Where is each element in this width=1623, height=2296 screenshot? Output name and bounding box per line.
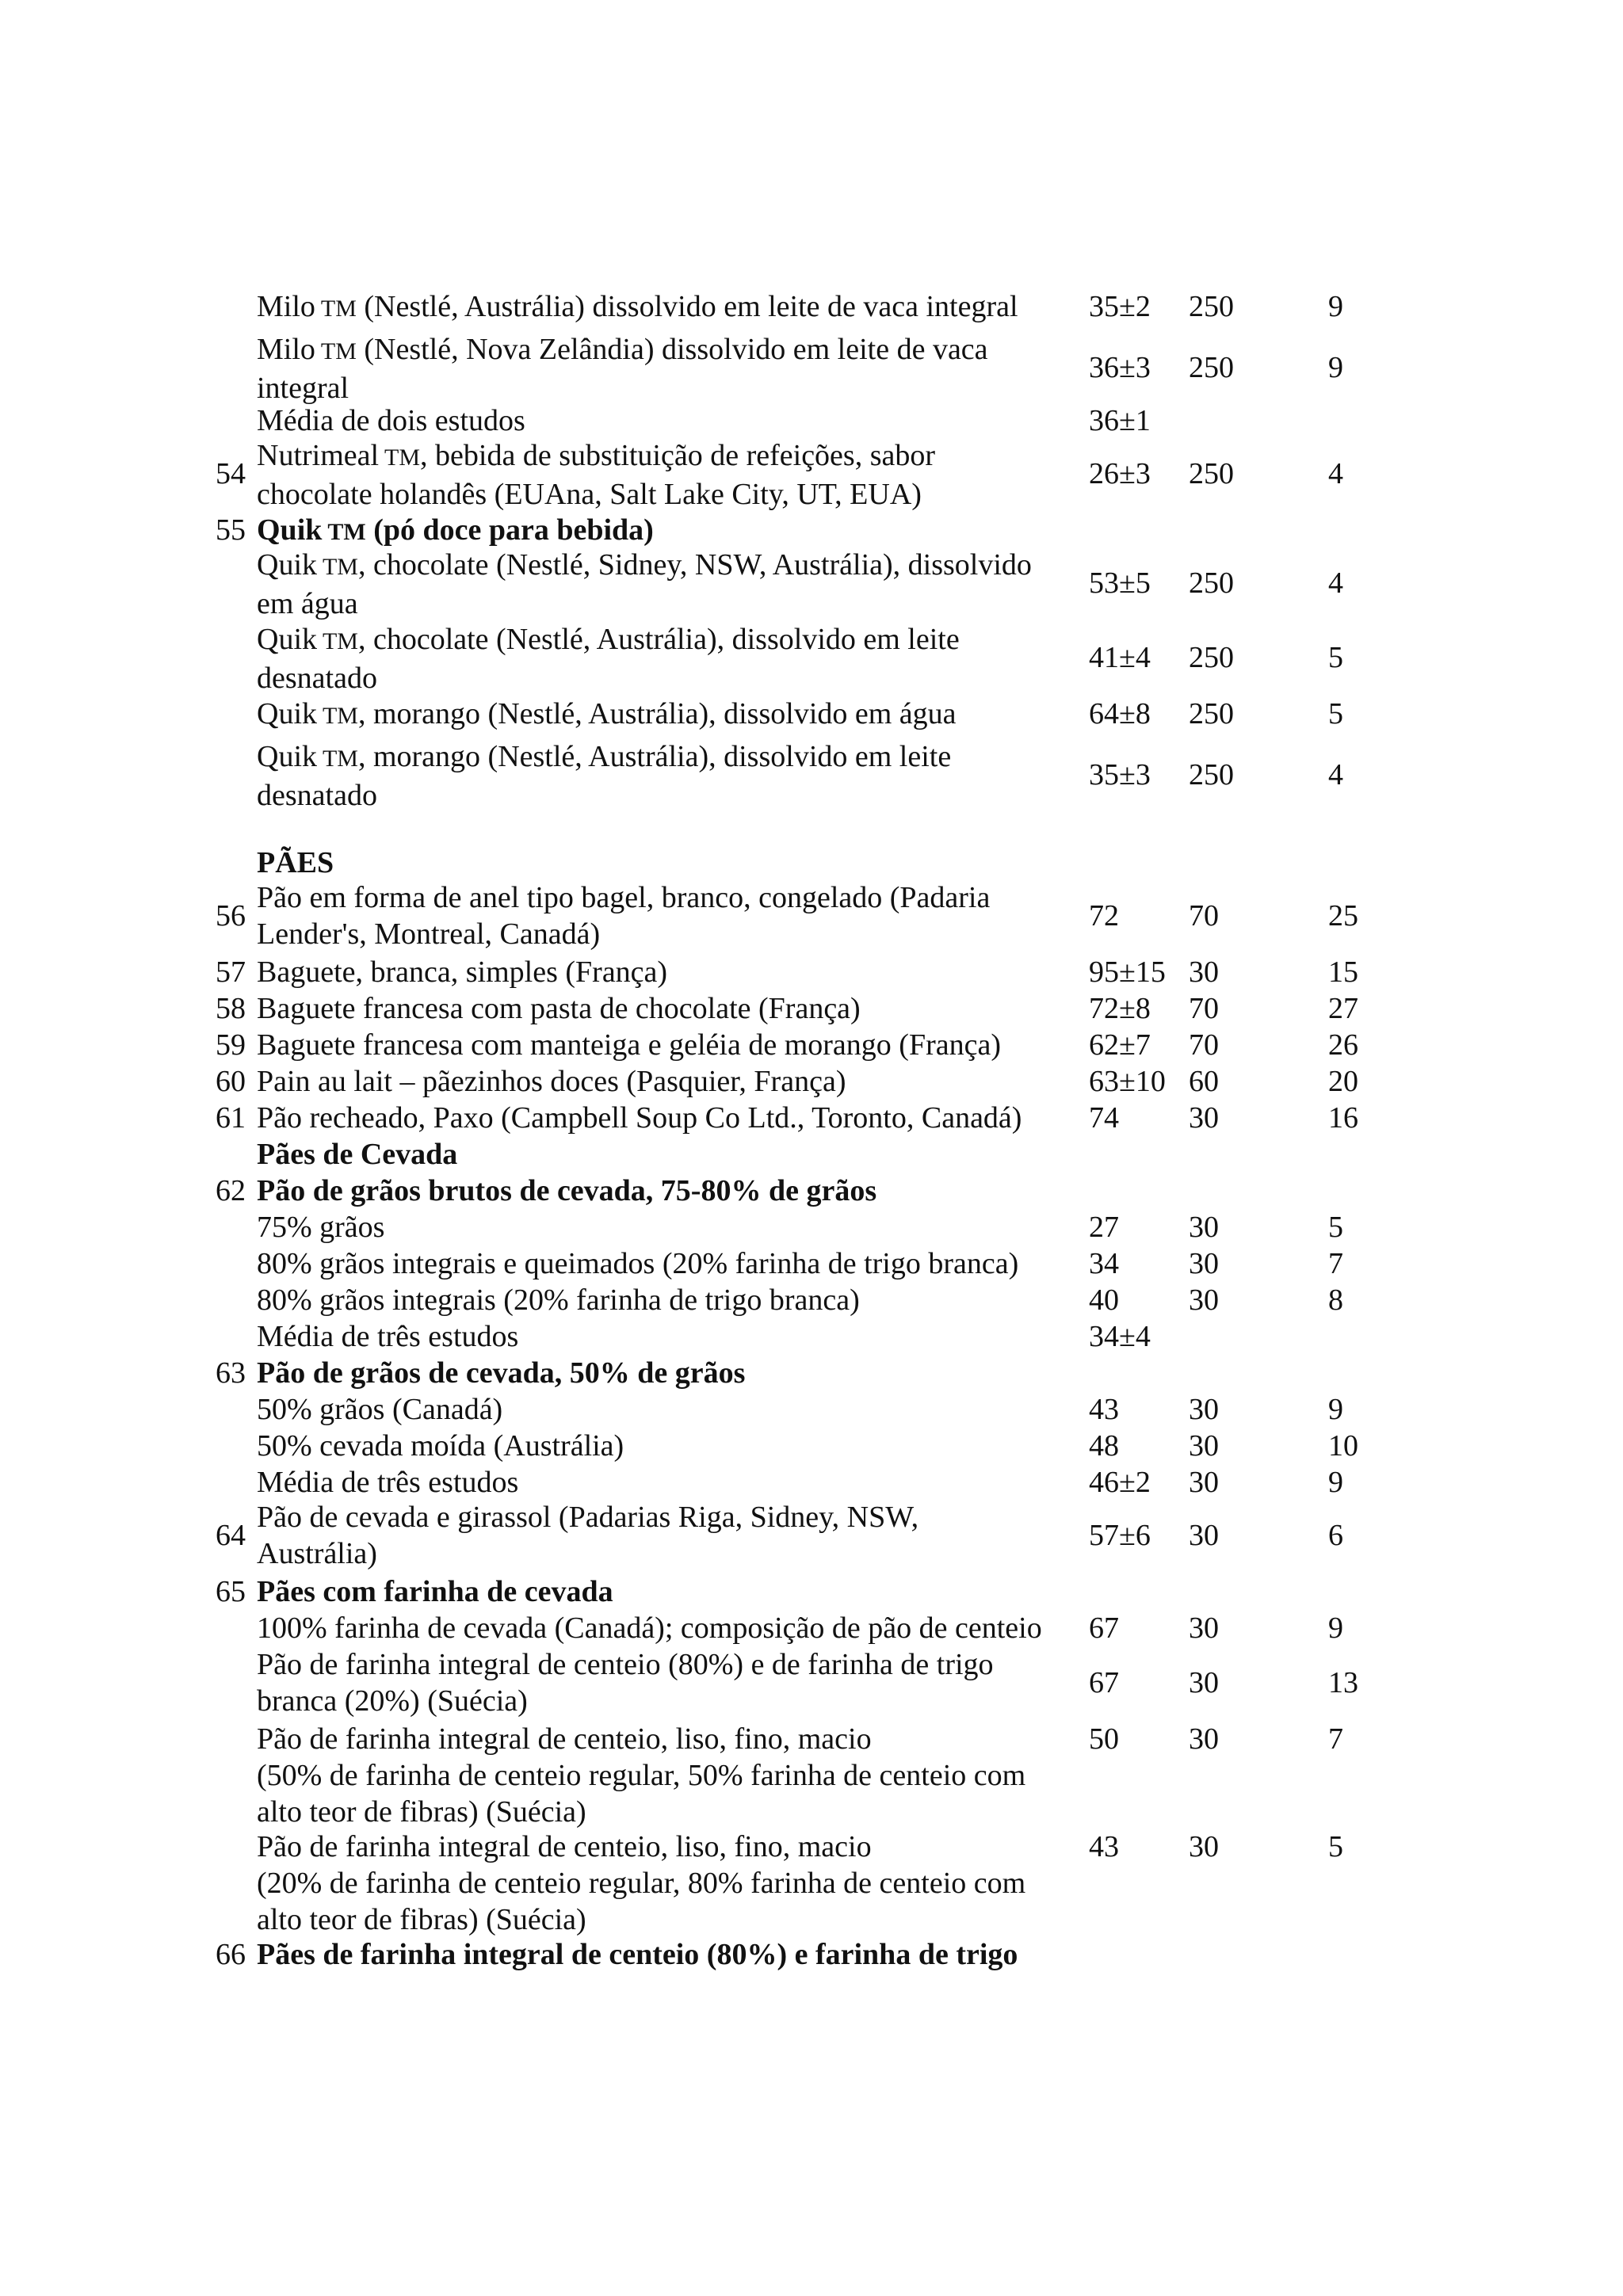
item-number: 62 xyxy=(216,1174,246,1207)
description-line: Pão de grãos de cevada, 50% de grãos xyxy=(257,1356,746,1390)
table-row xyxy=(0,1173,1623,1209)
description-line: Quik TM, morango (Nestlé, Austrália), dissolvido em água xyxy=(257,697,957,730)
table-row xyxy=(0,1318,1623,1355)
item-description xyxy=(257,1100,1097,1136)
description-line: Média de dois estudos xyxy=(257,404,525,437)
serving-size-value: 70 xyxy=(1189,899,1219,933)
glycemic-index-value: 95±15 xyxy=(1089,955,1166,989)
carbohydrate-value: 5 xyxy=(1328,697,1343,730)
item-description xyxy=(257,1610,1097,1646)
table-row xyxy=(0,1209,1623,1245)
table-row xyxy=(0,512,1623,548)
table-row xyxy=(0,738,1623,811)
item-number: 57 xyxy=(216,955,246,989)
description-line: Pão de cevada e girassol (Padarias Riga, Sidney, NSW, xyxy=(257,1501,919,1534)
description-line: desnatado xyxy=(257,779,377,812)
glycemic-index-value: 43 xyxy=(1089,1393,1119,1426)
description-line: Baguete francesa com manteiga e geléia de morango (França) xyxy=(257,1028,1001,1062)
table-row xyxy=(0,331,1623,404)
item-description xyxy=(257,1136,1097,1173)
item-description xyxy=(257,879,1097,952)
table-row xyxy=(0,696,1623,732)
table-row xyxy=(0,1355,1623,1391)
item-number: 61 xyxy=(216,1101,246,1135)
table-row xyxy=(0,437,1623,510)
item-number: 58 xyxy=(216,992,246,1025)
item-description xyxy=(257,954,1097,990)
item-description xyxy=(257,1063,1097,1100)
description-line: PÃES xyxy=(257,846,334,879)
item-description xyxy=(257,288,1097,327)
carbohydrate-value: 13 xyxy=(1328,1666,1358,1699)
serving-size-value: 70 xyxy=(1189,992,1219,1025)
description-line: desnatado xyxy=(257,662,377,695)
glycemic-index-value: 40 xyxy=(1089,1283,1119,1317)
item-number: 54 xyxy=(216,457,246,490)
glycemic-index-value: 34 xyxy=(1089,1247,1119,1280)
item-description xyxy=(257,1245,1097,1282)
table-row xyxy=(0,879,1623,952)
glycemic-index-value: 74 xyxy=(1089,1101,1119,1135)
glycemic-index-value: 67 xyxy=(1089,1666,1119,1699)
glycemic-index-value: 27 xyxy=(1089,1211,1119,1244)
table-row xyxy=(0,547,1623,620)
carbohydrate-value: 9 xyxy=(1328,1466,1343,1499)
item-description xyxy=(257,990,1097,1027)
item-number: 56 xyxy=(216,899,246,933)
glycemic-index-value: 41±4 xyxy=(1089,641,1151,674)
description-line: Baguete, branca, simples (França) xyxy=(257,955,668,989)
table-row xyxy=(0,1610,1623,1646)
description-line: Pão de farinha integral de centeio, liso, fino, macio xyxy=(257,1830,872,1863)
table-row xyxy=(0,288,1623,325)
serving-size-value: 30 xyxy=(1189,1830,1219,1863)
serving-size-value: 30 xyxy=(1189,1283,1219,1317)
item-description xyxy=(257,547,1097,622)
description-line: Quik TM, chocolate (Nestlé, Sidney, NSW, Austrália), dissolvido xyxy=(257,548,1032,582)
carbohydrate-value: 6 xyxy=(1328,1519,1343,1552)
description-line: Pães com farinha de cevada xyxy=(257,1575,613,1608)
serving-size-value: 30 xyxy=(1189,955,1219,989)
description-line: Baguete francesa com pasta de chocolate (França) xyxy=(257,992,861,1025)
item-description xyxy=(257,1499,1097,1572)
table-row xyxy=(0,990,1623,1027)
description-line: 50% grãos (Canadá) xyxy=(257,1393,503,1426)
carbohydrate-value: 16 xyxy=(1328,1101,1358,1135)
carbohydrate-value: 10 xyxy=(1328,1429,1358,1463)
description-line: Pães de Cevada xyxy=(257,1138,458,1171)
glycemic-index-value: 63±10 xyxy=(1089,1065,1166,1098)
table-row xyxy=(0,1391,1623,1428)
item-description xyxy=(257,1355,1097,1391)
item-number: 64 xyxy=(216,1519,246,1552)
carbohydrate-value: 4 xyxy=(1328,457,1343,490)
table-row xyxy=(0,1100,1623,1136)
carbohydrate-value: 7 xyxy=(1328,1722,1343,1756)
description-line: Milo TM (Nestlé, Nova Zelândia) dissolvido em leite de vaca xyxy=(257,333,988,366)
description-line: Pão recheado, Paxo (Campbell Soup Co Ltd., Toronto, Canadá) xyxy=(257,1101,1022,1135)
description-line: Milo TM (Nestlé, Austrália) dissolvido em leite de vaca integral xyxy=(257,290,1018,323)
glycemic-index-value: 35±2 xyxy=(1089,290,1151,323)
item-description xyxy=(257,1721,1097,1830)
description-line: 100% farinha de cevada (Canadá); composição de pão de centeio xyxy=(257,1611,1042,1645)
description-line: Pão de farinha integral de centeio (80%) e de farinha de trigo xyxy=(257,1648,994,1681)
glycemic-index-value: 72±8 xyxy=(1089,992,1151,1025)
carbohydrate-value: 4 xyxy=(1328,566,1343,600)
glycemic-index-value: 34±4 xyxy=(1089,1320,1151,1353)
glycemic-index-value: 57±6 xyxy=(1089,1519,1151,1552)
serving-size-value: 250 xyxy=(1189,290,1234,323)
carbohydrate-value: 9 xyxy=(1328,1393,1343,1426)
serving-size-value: 60 xyxy=(1189,1065,1219,1098)
table-row xyxy=(0,1829,1623,1938)
item-number: 60 xyxy=(216,1065,246,1098)
description-line: Pão de farinha integral de centeio, liso, fino, macio xyxy=(257,1722,872,1756)
description-line: Quik TM (pó doce para bebida) xyxy=(257,513,654,547)
serving-size-value: 30 xyxy=(1189,1611,1219,1645)
serving-size-value: 30 xyxy=(1189,1519,1219,1552)
glycemic-index-value: 62±7 xyxy=(1089,1028,1151,1062)
table-row xyxy=(0,1721,1623,1830)
item-description xyxy=(257,738,1097,814)
item-description xyxy=(257,1464,1097,1501)
serving-size-value: 250 xyxy=(1189,566,1234,600)
description-line: branca (20%) (Suécia) xyxy=(257,1684,528,1718)
glycemic-index-value: 36±1 xyxy=(1089,404,1151,437)
description-line: (20% de farinha de centeio regular, 80% farinha de centeio com xyxy=(257,1867,1026,1900)
glycemic-index-value: 53±5 xyxy=(1089,566,1151,600)
serving-size-value: 30 xyxy=(1189,1666,1219,1699)
description-line: 80% grãos integrais e queimados (20% farinha de trigo branca) xyxy=(257,1247,1019,1280)
glycemic-index-value: 43 xyxy=(1089,1830,1119,1863)
description-line: 80% grãos integrais (20% farinha de trigo branca) xyxy=(257,1283,860,1317)
item-description xyxy=(257,1646,1097,1719)
carbohydrate-value: 5 xyxy=(1328,641,1343,674)
item-description xyxy=(257,1209,1097,1245)
serving-size-value: 30 xyxy=(1189,1101,1219,1135)
item-description xyxy=(257,1573,1097,1610)
table-row xyxy=(0,1136,1623,1173)
item-description xyxy=(257,1428,1097,1464)
item-number: 66 xyxy=(216,1938,246,1971)
item-description xyxy=(257,621,1097,696)
description-line: em água xyxy=(257,587,358,620)
carbohydrate-value: 26 xyxy=(1328,1028,1358,1062)
carbohydrate-value: 9 xyxy=(1328,1611,1343,1645)
description-line: Austrália) xyxy=(257,1537,377,1570)
item-description xyxy=(257,512,1097,551)
table-row xyxy=(0,845,1623,881)
item-description xyxy=(257,1829,1097,1938)
serving-size-value: 250 xyxy=(1189,457,1234,490)
glycemic-index-value: 67 xyxy=(1089,1611,1119,1645)
item-number: 55 xyxy=(216,513,246,547)
glycemic-index-value: 35±3 xyxy=(1089,758,1151,791)
carbohydrate-value: 5 xyxy=(1328,1211,1343,1244)
description-line: Pães de farinha integral de centeio (80%) e farinha de trigo xyxy=(257,1938,1018,1971)
description-line: 75% grãos xyxy=(257,1211,385,1244)
item-description xyxy=(257,437,1097,513)
serving-size-value: 30 xyxy=(1189,1722,1219,1756)
serving-size-value: 70 xyxy=(1189,1028,1219,1062)
table-row xyxy=(0,1936,1623,1973)
description-line: chocolate holandês (EUAna, Salt Lake City, UT, EUA) xyxy=(257,478,922,511)
description-line: integral xyxy=(257,372,349,405)
table-row xyxy=(0,621,1623,694)
serving-size-value: 30 xyxy=(1189,1466,1219,1499)
serving-size-value: 250 xyxy=(1189,758,1234,791)
item-description xyxy=(257,402,1097,439)
serving-size-value: 250 xyxy=(1189,697,1234,730)
table-row xyxy=(0,1282,1623,1318)
table-row xyxy=(0,1499,1623,1572)
item-description xyxy=(257,1027,1097,1063)
item-number: 65 xyxy=(216,1575,246,1608)
description-line: (50% de farinha de centeio regular, 50% farinha de centeio com xyxy=(257,1759,1026,1792)
glycemic-index-value: 48 xyxy=(1089,1429,1119,1463)
item-description xyxy=(257,1173,1097,1209)
carbohydrate-value: 9 xyxy=(1328,290,1343,323)
item-description xyxy=(257,1391,1097,1428)
table-row xyxy=(0,1646,1623,1719)
description-line: alto teor de fibras) (Suécia) xyxy=(257,1903,586,1936)
description-line: Nutrimeal TM, bebida de substituição de refeições, sabor xyxy=(257,439,936,472)
serving-size-value: 30 xyxy=(1189,1211,1219,1244)
carbohydrate-value: 5 xyxy=(1328,1830,1343,1863)
carbohydrate-value: 4 xyxy=(1328,758,1343,791)
item-number: 63 xyxy=(216,1356,246,1390)
table-row xyxy=(0,954,1623,990)
description-line: Média de três estudos xyxy=(257,1320,519,1353)
description-line: Lender's, Montreal, Canadá) xyxy=(257,917,601,951)
carbohydrate-value: 9 xyxy=(1328,351,1343,384)
item-description xyxy=(257,1282,1097,1318)
description-line: Média de três estudos xyxy=(257,1466,519,1499)
description-line: 50% cevada moída (Austrália) xyxy=(257,1429,624,1463)
item-description xyxy=(257,696,1097,734)
glycemic-index-value: 46±2 xyxy=(1089,1466,1151,1499)
description-line: alto teor de fibras) (Suécia) xyxy=(257,1795,586,1829)
table-row xyxy=(0,1428,1623,1464)
serving-size-value: 30 xyxy=(1189,1247,1219,1280)
description-line: Pão em forma de anel tipo bagel, branco, congelado (Padaria xyxy=(257,881,991,914)
table-row xyxy=(0,1573,1623,1610)
item-description xyxy=(257,1318,1097,1355)
table-row xyxy=(0,1464,1623,1501)
description-line: Quik TM, morango (Nestlé, Austrália), dissolvido em leite xyxy=(257,740,952,773)
item-description xyxy=(257,331,1097,406)
glycemic-index-value: 72 xyxy=(1089,899,1119,933)
glycemic-index-value: 36±3 xyxy=(1089,351,1151,384)
table-row xyxy=(0,1063,1623,1100)
carbohydrate-value: 20 xyxy=(1328,1065,1358,1098)
item-number: 59 xyxy=(216,1028,246,1062)
serving-size-value: 250 xyxy=(1189,641,1234,674)
description-line: Pain au lait – pãezinhos doces (Pasquier, França) xyxy=(257,1065,846,1098)
description-line: Quik TM, chocolate (Nestlé, Austrália), dissolvido em leite xyxy=(257,623,960,656)
item-description xyxy=(257,1936,1097,1973)
carbohydrate-value: 27 xyxy=(1328,992,1358,1025)
carbohydrate-value: 15 xyxy=(1328,955,1358,989)
table-row xyxy=(0,1245,1623,1282)
carbohydrate-value: 7 xyxy=(1328,1247,1343,1280)
description-line: Pão de grãos brutos de cevada, 75-80% de grãos xyxy=(257,1174,877,1207)
table-row xyxy=(0,1027,1623,1063)
glycemic-index-value: 50 xyxy=(1089,1722,1119,1756)
serving-size-value: 30 xyxy=(1189,1429,1219,1463)
glycemic-index-value: 26±3 xyxy=(1089,457,1151,490)
table-row xyxy=(0,402,1623,439)
glycemic-index-value: 64±8 xyxy=(1089,697,1151,730)
carbohydrate-value: 8 xyxy=(1328,1283,1343,1317)
serving-size-value: 250 xyxy=(1189,351,1234,384)
item-description xyxy=(257,845,1097,881)
serving-size-value: 30 xyxy=(1189,1393,1219,1426)
carbohydrate-value: 25 xyxy=(1328,899,1358,933)
